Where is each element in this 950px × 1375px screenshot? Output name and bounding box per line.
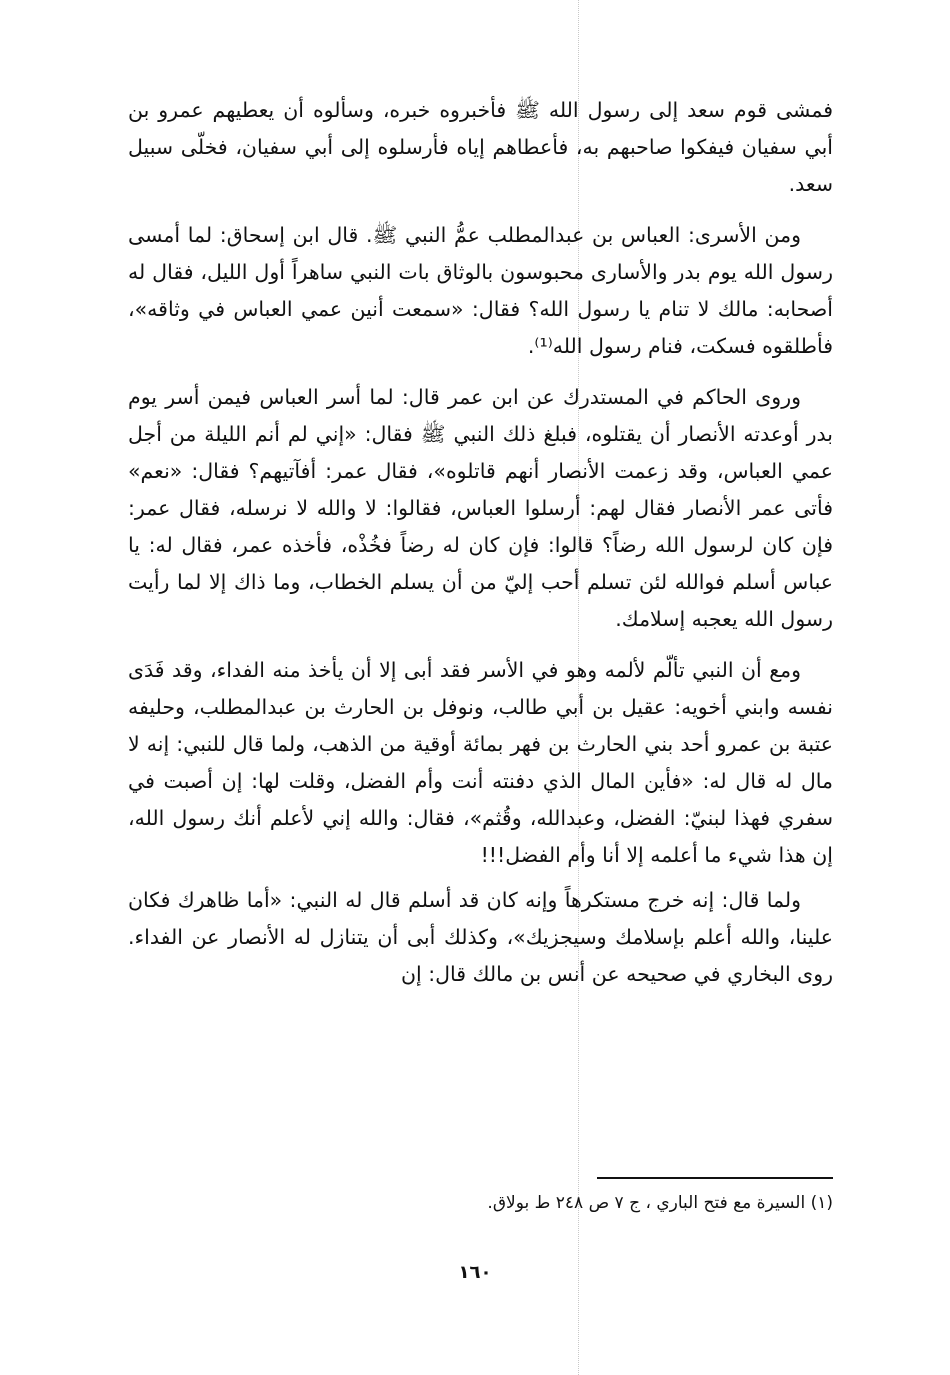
footnote: (١) السيرة مع فتح الباري ، ج ٧ ص ٢٤٨ ط بولاق. — [487, 1193, 833, 1213]
paragraph-4: ومع أن النبي تألّم لألمه وهو في الأسر فقد أبى إلا أن يأخذ منه الفداء، وقد فَدَى نفسه وابني أخويه: عقيل بن أبي طالب، ونوفل بن الحارث بن عبدالمطلب، وحليفه عتبة بن عمرو أحد بني الحارث بن فهر بمائة أوقية من الذهب، ولما قال للنبي: إنه لا مال له قال له: «فأين المال الذي دفنته أنت وأم الفضل، وقلت لها: إن أصبت في سفري فهذا لبنيّ: الفضل، وعبدالله، وقُثم»، فقال: والله إني لأعلم أنك رسول الله، إن هذا شيء ما أعلمه إلا أنا وأم الفضل!!! — [128, 658, 833, 867]
body-text — [128, 92, 833, 1007]
paragraph-2: ومن الأسرى: العباس بن عبدالمطلب عمُّ النبي ﷺ. قال ابن إسحاق: لما أمسى رسول الله يوم بدر والأسارى محبوسون بالوثاق بات النبي ساهراً أول الليل، فقال له أصحابه: مالك لا تنام يا رسول الله؟ فقال: «سمعت أنين عمي العباس في وثاقه»، فأطلقوه فسكت، فنام رسول الله⁽¹⁾. — [128, 223, 833, 358]
paragraph-3: وروى الحاكم في المستدرك عن ابن عمر قال: لما أسر العباس فيمن أسر يوم بدر أوعدته الأنصار أن يقتلوه، فبلغ ذلك النبي ﷺ فقال: «إني لم أنم الليلة من أجل عمي العباس، وقد زعمت الأنصار أنهم قاتلوه»، فقال عمر: أفآتيهم؟ فقال: «نعم» فأتى عمر الأنصار فقال لهم: أرسلوا العباس، فقالوا: لا والله لا نرسله، فقال عمر: فإن كان لرسول الله رضاً؟ قالوا: فإن كان له رضاً فخُذْه، فأخذه عمر، فقال له: يا عباس أسلم فوالله لئن تسلم أحب إليّ من أن يسلم الخطاب، وما ذاك إلا لما رأيت رسول الله يعجبه إسلامك. — [128, 385, 833, 631]
paragraph-5: ولما قال: إنه خرج مستكرهاً وإنه كان قد أسلم قال له النبي: «أما ظاهرك فكان علينا، والله أعلم بإسلامك وسيجزيك»، وكذلك أبى أن يتنازل له الأنصار عن الفداء. روى البخاري في صحيحه عن أنس بن مالك قال: إن — [128, 888, 833, 986]
paragraph-1: فمشى قوم سعد إلى رسول الله ﷺ فأخبروه خبره، وسألوه أن يعطيهم عمرو بن أبي سفيان فيفكوا صاحبهم به، فأعطاهم إياه فأرسلوه إلى أبي سفيان، فخلّى سبيل سعد. — [128, 98, 833, 196]
page-number: ١٦٠ — [458, 1262, 492, 1283]
footnote-separator — [597, 1177, 833, 1179]
